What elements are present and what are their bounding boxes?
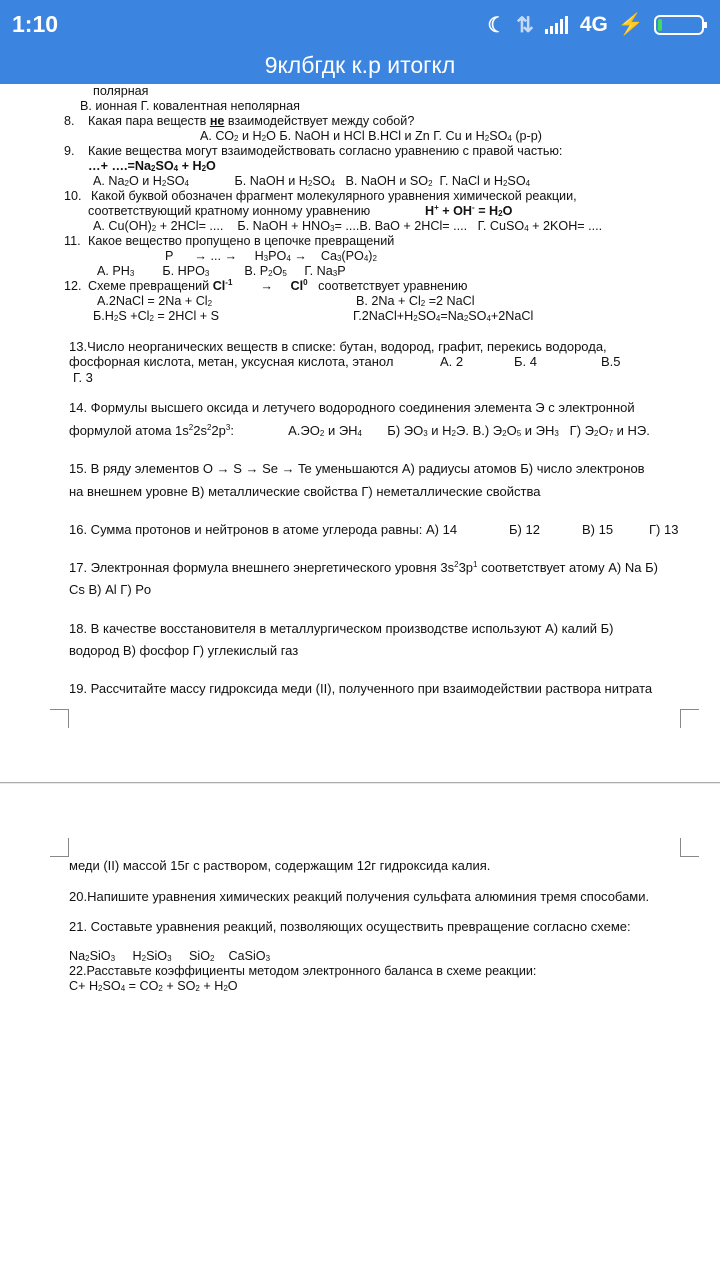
q9-options: А. $Na_2O$ и $H_2SO_4$ Б. NaOH и $H_2SO_4$ В. NaOH и $SO_2$ Г. NaCl и $H_2SO_4$ <box>93 174 531 188</box>
data-arrows-icon: ⇅ <box>516 13 534 37</box>
q11-options: А. $PH_3$ Б. $HPO_3$ В. $P_2O_5$ Г. $Na_3P$ <box>97 264 346 278</box>
q12-option-b: В. $2Na + Cl_2 =2$ NaCl <box>356 294 475 308</box>
q16-question: 16. Сумма протонов и нейтронов в атоме углерода равны: А) 14 <box>69 522 458 537</box>
q22-question: 22.Расставьте коэффициенты методом электронного баланса в схеме реакции: <box>69 964 537 978</box>
q11-chain: P → ... → $H_3PO_4$ → $Ca_3(PO_4)_2$ <box>165 249 377 263</box>
q12-option-a: А.2NaCl = $2Na + Cl_2$ <box>97 294 213 308</box>
q16-option-b: Б) 12 <box>509 522 540 537</box>
q12-question: Схеме превращений $Cl^{-1}$ → Cl$^0$ соответствует уравнению <box>88 278 468 293</box>
q19-line2: меди (II) массой 15г с раствором, содержащим 12г гидроксида калия. <box>69 858 491 873</box>
q13-option-a: А. 2 <box>440 354 464 369</box>
status-icons <box>487 11 708 39</box>
document-title-bar <box>0 50 720 84</box>
battery-icon <box>654 14 708 36</box>
q14-line1: 14. Формулы высшего оксида и летучего водородного соединения элемента Э с электронной <box>69 400 635 415</box>
q13-option-g: Г. 3 <box>73 370 93 385</box>
q12-number: 12. <box>64 279 82 293</box>
q11-question: Какое вещество пропущено в цепочке превращений <box>88 234 395 248</box>
crop-mark <box>680 838 699 857</box>
q19-line1: 19. Рассчитайте массу гидроксида меди (II), полученного при взаимодействии раствора нитрата <box>69 681 653 696</box>
page-gap <box>0 783 720 784</box>
q17-line1: 17. Электронная формула внешнего энергетического уровня $3s^23p^1$ соответствует атому А) Na Б) <box>69 560 658 575</box>
crop-mark <box>50 709 69 728</box>
clock: 1:10 <box>12 11 59 37</box>
q7-continuation: полярная <box>93 84 149 98</box>
q21-scheme: $Na_2SiO_3$ $H_2SiO_3$ SiO$_2$ CaSiO$_3$ <box>69 949 271 963</box>
q18-line1: 18. В качестве восстановителя в металлургическом производстве используют А) калий Б) <box>69 621 614 636</box>
q15-line1: 15. В ряду элементов О → S → Se → Te уменьшаются А) радиусы атомов Б) число электронов <box>69 461 645 476</box>
q12-option-d: $Г.2NaCl+H_2SO_4=Na_2SO_4+2NaCl$ <box>353 309 534 323</box>
charging-icon: ⚡ <box>617 13 644 36</box>
q17-line2: Cs В) Al Г) Po <box>69 582 152 597</box>
crop-mark <box>680 709 699 728</box>
q12-option-c: $Б.H_2S +Cl_2 = 2HCl + S$ <box>93 309 220 323</box>
signal-icon <box>544 15 570 35</box>
q10-number: 10. <box>64 189 82 203</box>
q10-options: А. $Cu(OH)_2 + 2HCl=$ .... Б. NaOH + $HNO_3= ....В$. BaO + 2HCl= .... Г. CuSO$_4$ + 2KOH= .... <box>93 219 603 233</box>
q8-options: А. $СО_2$ и $Н_2О$ Б. NaOH и HCl В.HCl и Zn Г. Cu и $H_2SO_4$ (р-р) <box>200 129 542 143</box>
q8-number: 8. <box>64 114 75 128</box>
crop-mark <box>50 838 69 857</box>
moon-icon: ☾ <box>487 13 507 37</box>
q13-line2: фосфорная кислота, метан, уксусная кислота, этанол <box>69 354 394 369</box>
q22-equation: $C+ H_2SO_4 = CO_2 + SO_2 + H_2O$ <box>69 979 238 993</box>
q20-question: 20.Напишите уравнения химических реакций получения сульфата алюминия тремя способами. <box>69 889 650 904</box>
q13-line1: 13.Число неорганических веществ в списке: бутан, водород, графит, перекись водорода, <box>69 339 607 354</box>
q9-number: 9. <box>64 144 75 158</box>
q9-question: Какие вещества могут взаимодействовать согласно уравнению с правой частью: <box>88 144 563 158</box>
status-bar <box>0 0 720 50</box>
q18-line2: водород В) фосфор Г) углекислый газ <box>69 643 299 658</box>
q13-option-b: Б. 4 <box>514 354 537 369</box>
q11-number: 11. <box>64 234 81 248</box>
network-type: 4G <box>579 13 608 36</box>
q16-option-g: Г) 13 <box>649 522 679 537</box>
document-title: 9клбгдк к.р итогкл <box>264 52 456 78</box>
q7-options: В. ионная Г. ковалентная неполярная <box>80 99 300 113</box>
q16-option-v: В) 15 <box>582 522 614 537</box>
q10-question-line1: Какой буквой обозначен фрагмент молекулярного уравнения химической реакции, <box>91 189 577 203</box>
q15-line2: на внешнем уровне В) металлические свойства Г) неметаллические свойства <box>69 484 541 499</box>
q8-question: Какая пара веществ не взаимодействует между собой? <box>88 114 415 128</box>
q13-option-v: В.5 <box>601 354 621 369</box>
q21-question: 21. Составьте уравнения реакций, позволяющих осуществить превращение согласно схеме: <box>69 919 631 934</box>
q9-equation: …+ $\dots.=Na_2SO_4 + H_2O$ <box>88 159 216 173</box>
q10-question-line2: соответствующий кратному ионному уравнению <box>88 204 371 218</box>
q14-line2: формулой атома $1s^22s^22p^3$: $А.ЭО_2$ и $ЭН_4$ Б) $ЭО_3$ и $Н_2Э$. В.) $Э_2О_5$ и $ЭН_3$ Г) $Э_2О_7$ и НЭ. <box>69 423 650 438</box>
q10-ionic-equation: $H^+ + OH^- = H_2O$ <box>425 203 513 218</box>
